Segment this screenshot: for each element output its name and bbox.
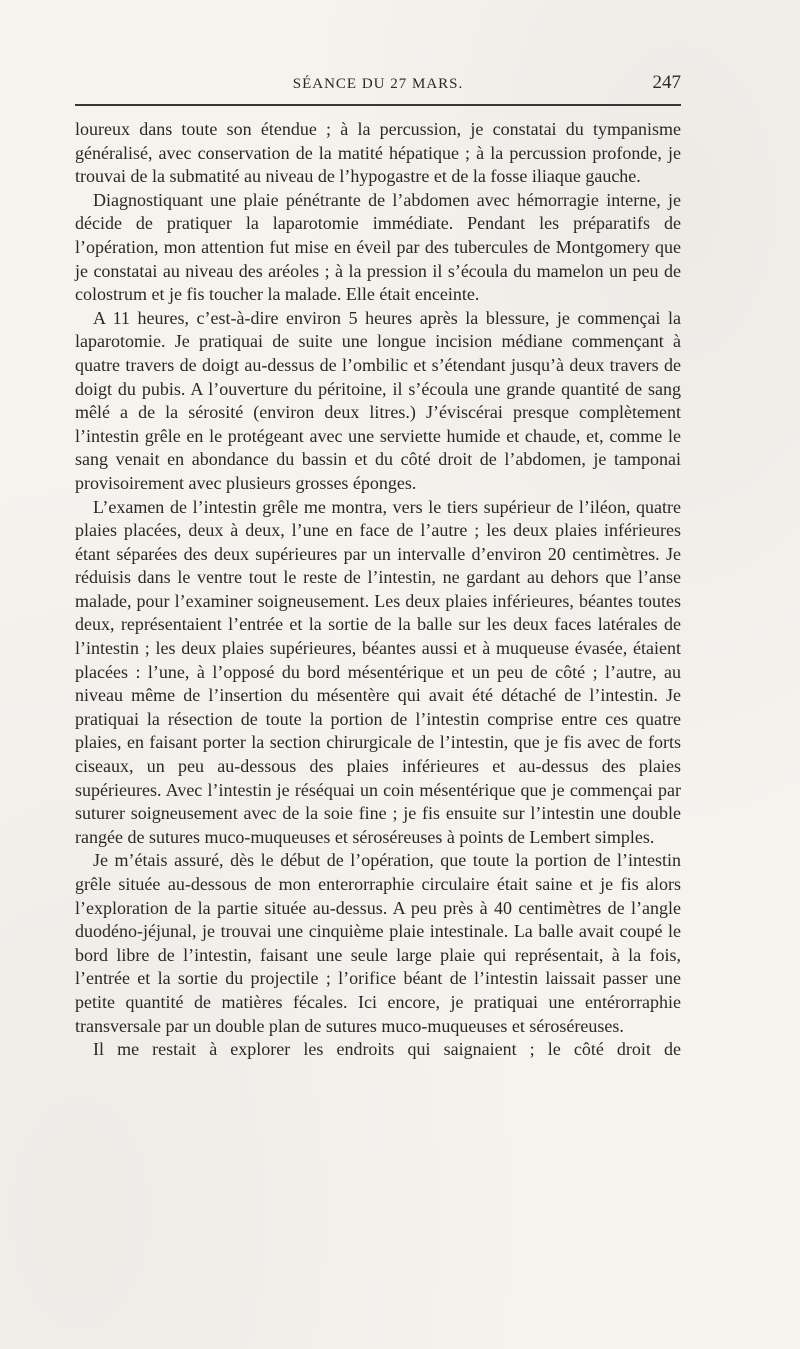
running-title: SÉANCE DU 27 MARS. (292, 76, 464, 92)
paragraph-2: Diagnostiquant une plaie pénétrante de l’abdomen avec hémorragie interne, je décide de pratiquer la laparotomie immédiate. Pendant les préparatifs de l’opération, mon attention fut mise en éveil par des tubercules de Montgomery que je constatai au niveau des aréoles ; à la pression il s’écoula du mamelon un peu de colostrum et je fis toucher la malade. Elle était enceinte. (75, 189, 681, 305)
paragraph-3: A 11 heures, c’est-à-dire environ 5 heures après la blessure, je commençai la laparotomie. Je pratiquai de suite une longue incision médiane commençant à quatre travers de doigt au-dessus de l’ombilic et s’étendant jusqu’à deux travers de doigt du pubis. A l’ouverture du péritoine, il s’écoula une grande quantité de sang mêlé a de la sérosité (environ deux litres.) J’éviscérai presque complètement l’intestin grêle en le protégeant avec une serviette humide et chaude, et, comme le sang venait en abondance du bassin et du côté droit de l’abdomen, je tamponai provisoirement avec plusieurs grosses éponges. (75, 307, 681, 493)
body-text (75, 118, 681, 1062)
page-header (75, 72, 681, 102)
paragraph-5: Je m’étais assuré, dès le début de l’opération, que toute la portion de l’intestin grêle située au-dessous de mon enterorraphie circulaire était saine et je fis alors l’exploration de la partie située au-dessus. A peu près à 40 centimètres de l’angle duodéno-jéjunal, je trouvai une cinquième plaie intestinale. La balle avait coupé le bord libre de l’intestin, faisant une seule large plaie qui représentait, à la fois, l’entrée et la sortie du projectile ; l’orifice béant de l’intestin laissait passer une petite quantité de matières fécales. Ici encore, je pratiquai une entérorraphie transversale par un double plan de sutures muco-muqueuses et séroséreuses. (75, 850, 681, 1036)
paragraph-4: L’examen de l’intestin grêle me montra, vers le tiers supérieur de l’iléon, quatre plaies placées, deux à deux, l’une en face de l’autre ; les deux plaies inférieures étant séparées des deux supérieures par un intervalle d’environ 20 centimètres. Je réduisis dans le ventre tout le reste de l’intestin, ne gardant au dehors que l’anse malade, pour l’examiner soigneusement. Les deux plaies inférieures, béantes toutes deux, représentaient l’entrée et la sortie de la balle sur les deux faces latérales de l’intestin ; les deux plaies supérieures, béantes aussi et à muqueuse évasée, étaient placées : l’une, à l’opposé du bord mésentérique et un peu de côté ; l’autre, au niveau même de l’insertion du mésentère qui avait été détaché de l’intestin. Je pratiquai la résection de toute la portion de l’intestin comprise entre ces quatre plaies, en faisant porter la section chirurgicale de l’intestin, que je fis avec de forts ciseaux, un peu au-dessous des plaies inférieures et au-dessus des plaies supérieures. Avec l’intestin je réséquai un coin mésentérique que je commençai par suturer soigneusement avec de la soie fine ; je fis ensuite sur l’intestin une double rangée de sutures muco-muqueuses et séroséreuses à points de Lembert simples. (75, 496, 681, 847)
paragraph-6: Il me restait à explorer les endroits qui saignaient ; le côté droit de (93, 1039, 681, 1060)
page-number: 247 (652, 72, 681, 93)
paragraph-1: loureux dans toute son étendue ; à la percussion, je constatai du tympanisme généralisé, avec conservation de la matité hépatique ; à la percussion profonde, je trouvai de la submatité au niveau de l’hypogastre et de la fosse iliaque gauche. (75, 119, 681, 187)
header-rule (75, 104, 681, 106)
